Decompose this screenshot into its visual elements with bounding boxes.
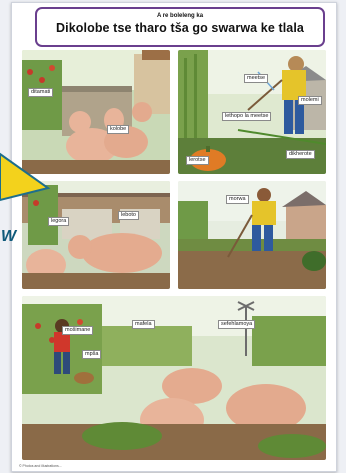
label-sefehlamoya: sefehlamoya <box>218 320 255 329</box>
poster-title: Dikolobe tse tharo tša go swarwa ke tlala <box>56 21 304 35</box>
pointer-arrow-icon <box>0 150 52 206</box>
label-meetse: meetse <box>244 74 268 83</box>
label-kolobe: kolobe <box>107 125 129 134</box>
poster-subtitle: A re boleleng ka <box>156 13 204 19</box>
label-mpsa: mpša <box>82 350 101 359</box>
label-molemi: molemi <box>298 96 322 105</box>
boy-pigs-illustration <box>22 296 326 460</box>
label-ditamati: ditamati <box>28 88 53 97</box>
panel-farmer-watering <box>178 50 326 174</box>
label-lerotse: lerotse <box>186 156 209 165</box>
panel-boy-pigs <box>22 296 326 460</box>
poster-footer: © Photos and illustrations... <box>19 464 62 468</box>
label-mafela: mafela <box>132 320 155 329</box>
label-lethopo-la-meetse: lethopo la meetse <box>222 112 271 121</box>
label-morwa: morwa <box>226 195 249 204</box>
label-dikherote: dikherote <box>286 150 315 159</box>
man-field-illustration <box>178 181 326 289</box>
poster-header <box>35 7 325 47</box>
label-leboto: leboto <box>118 211 139 220</box>
overlay-letter: W <box>1 228 17 245</box>
label-mosimane: mošimane <box>62 326 93 335</box>
label-legora: legora <box>48 217 69 226</box>
poster-sheet <box>11 2 337 472</box>
panel-man-field <box>178 181 326 289</box>
